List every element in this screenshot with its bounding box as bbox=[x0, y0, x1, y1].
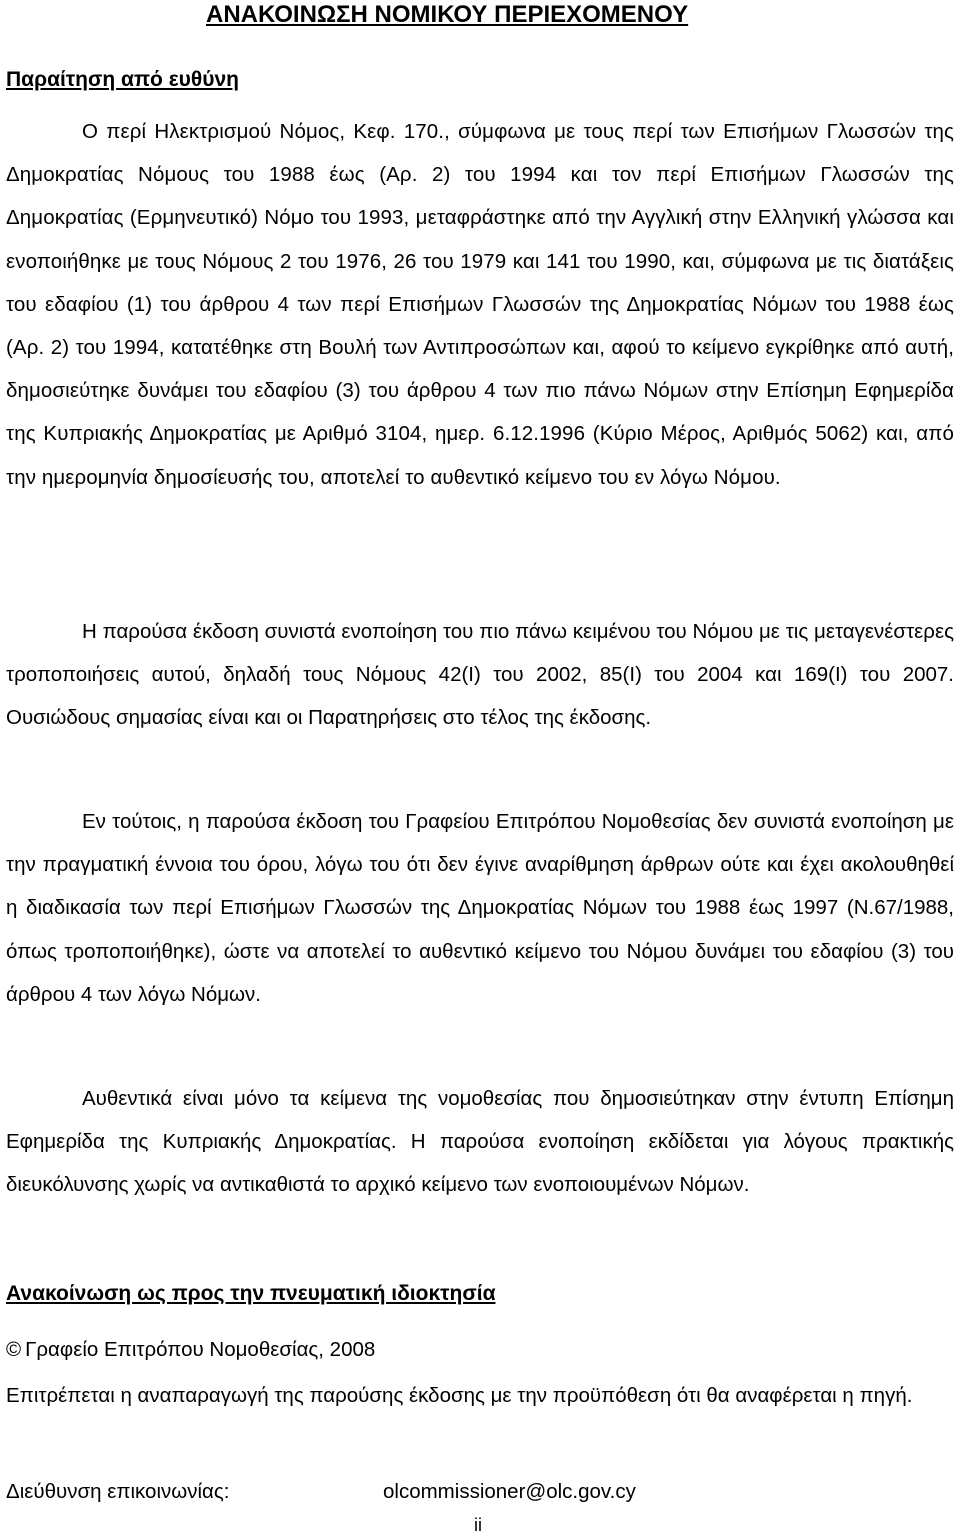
copyright-heading: Ανακοίνωση ως προς την πνευματική ιδιοκτησία bbox=[6, 1282, 496, 1305]
copyright-icon: © bbox=[6, 1338, 22, 1361]
disclaimer-heading: Παραίτηση από ευθύνη bbox=[6, 68, 239, 91]
contact-label: Διεύθυνση επικοινωνίας: bbox=[6, 1480, 230, 1503]
paragraph-authentic-texts: Αυθεντικά είναι μόνο τα κείμενα της νομοθεσίας που δημοσιεύτηκαν στην έντυπη Επίσημη Εφημερίδα της Κυπριακής Δημοκρατίας. Η παρούσα ενοποίηση εκδίδεται για λόγους πρακτικής διευκόλυνσης χωρίς να αντικαθιστά το αρχικό κείμενο των ενοποιουμένων Νόμων. bbox=[6, 1087, 954, 1197]
paragraph-consolidation-scope: Η παρούσα έκδοση συνιστά ενοποίηση του πιο πάνω κειμένου του Νόμου με τις μεταγενέστερες τροποποιήσεις αυτού, δηλαδή τους Νόμους 42(Ι) του 2002, 85(Ι) του 2004 και 169(Ι) του 2007. Ουσιώδους σημασίας είναι και οι Παρατηρήσεις στο τέλος της έκδοσης. bbox=[6, 620, 954, 730]
paragraph-translation-history: Ο περί Ηλεκτρισμού Νόμος, Κεφ. 170., σύμφωνα με τους περί των Επισήμων Γλωσσών της Δημοκρατίας Νόμους του 1988 έως (Αρ. 2) του 1994 και τον περί Επισήμων Γλωσσών της Δημοκρατίας (Ερμηνευτικό) Νόμο του 1993, μεταφράστηκε από την Αγγλική στην Ελληνική γλώσσα και ενοποιήθηκε με τους Νόμους 2 του 1976, 26 του 1979 και 141 του 1990, και, σύμφωνα με τις διατάξεις του εδαφίου (1) του άρθρου 4 των περί Επισήμων Γλωσσών της Δημοκρατίας Νόμων του 1988 έως (Αρ. 2) του 1994, κατατέθηκε στη Βουλή των Αντιπροσώπων και, αφού το κείμενο εγκρίθηκε από αυτή, δημοσιεύτηκε δυνάμει του εδαφίου (3) του άρθρου 4 των πιο πάνω Νόμων στην Επίσημη Εφημερίδα της Κυπριακής Δημοκρατίας με Αριθμό 3104, ημερ. 6.12.1996 (Κύριο Μέρος, Αριθμός 5062) και, από την ημερομηνία δημοσίευσής του, αποτελεί το αυθεντικό κείμενο του εν λόγω Νόμου. bbox=[6, 120, 954, 489]
document-title: ΑΝΑΚΟΙΝΩΣΗ ΝΟΜΙΚΟΥ ΠΕΡΙΕΧΟΜΕΝΟΥ bbox=[206, 1, 689, 28]
paragraph-non-authentic-notice: Εν τούτοις, η παρούσα έκδοση του Γραφείου Επιτρόπου Νομοθεσίας δεν συνιστά ενοποίηση με την πραγματική έννοια του όρου, λόγω του ότι δεν έγινε αναρίθμηση άρθρων ούτε και έχει ακολουθηθεί η διαδικασία των περί Επισήμων Γλωσσών της Δημοκρατίας Νόμων του 1988 έως 1997 (Ν.67/1988, όπως τροποποιήθηκε), ώστε να αποτελεί το αυθεντικό κείμενο του Νόμου δυνάμει του εδαφίου (3) του άρθρου 4 των λόγω Νόμων. bbox=[6, 810, 954, 1006]
copyright-line bbox=[6, 1336, 375, 1364]
page-number: ii bbox=[474, 1515, 482, 1535]
contact-email-link[interactable]: olcommissioner@olc.gov.cy bbox=[383, 1480, 636, 1503]
copyright-owner: Γραφείο Επιτρόπου Νομοθεσίας, 2008 bbox=[25, 1338, 376, 1361]
reproduction-notice: Επιτρέπεται η αναπαραγωγή της παρούσης έκδοσης με την προϋπόθεση ότι θα αναφέρεται η πηγή. bbox=[6, 1384, 913, 1407]
